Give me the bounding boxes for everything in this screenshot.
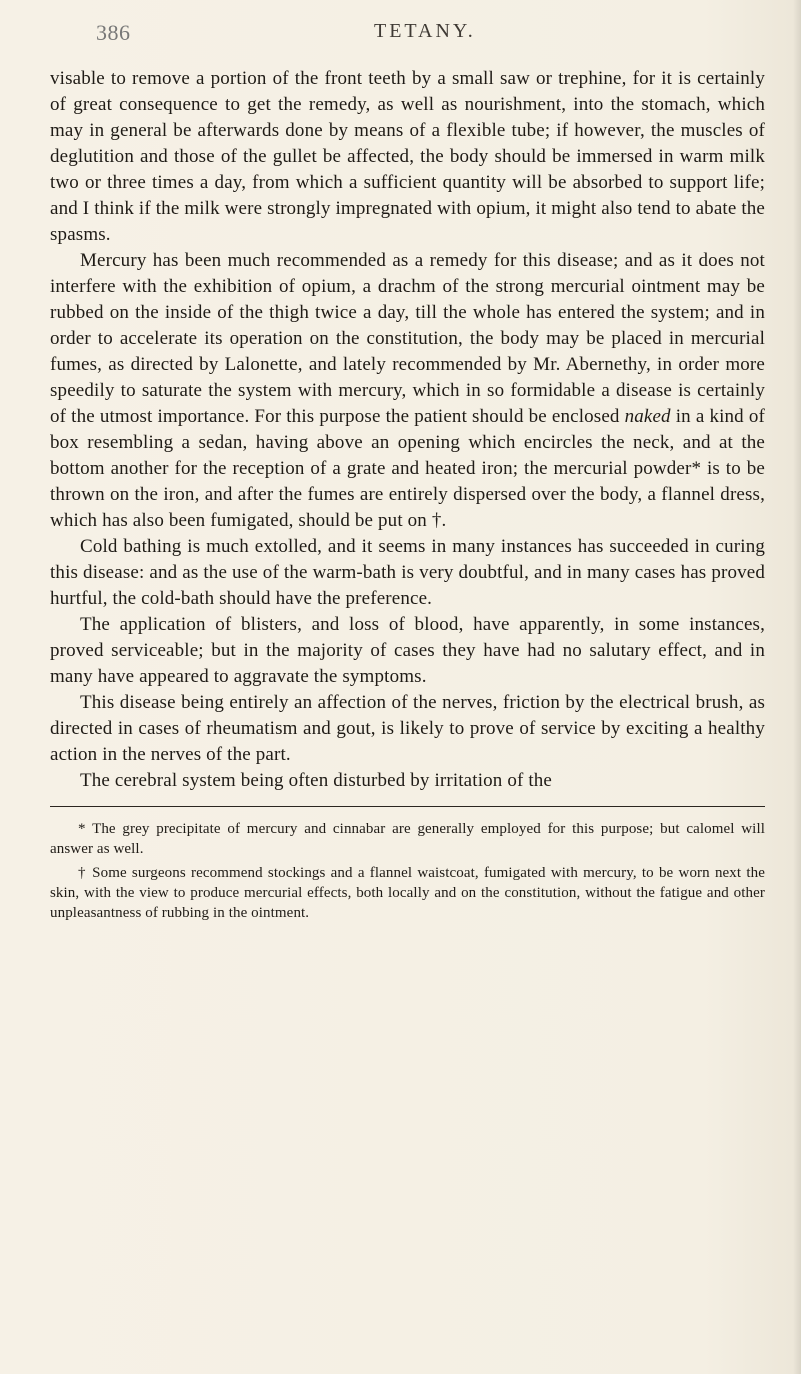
paragraph-1: visable to remove a portion of the front teeth by a small saw or trephine, for it is certainly of great consequence to get the remedy, as well as nourishment, into the stomach, which may in general be afterwards done by means of a flexible tube; if however, the muscles of deglutition and those of the gullet be affected, the body should be immersed in warm milk two or three times a day, from which a sufficient quantity will be absorbed to support life; and I think if the milk were strongly impregnated with opium, it might also tend to abate the spasms. xyxy=(50,68,765,245)
paragraph-4: The application of blisters, and loss of blood, have apparently, in some instances, proved serviceable; but in the majority of cases they have had no salutary effect, and in many have appeared to aggravate the symptoms. xyxy=(50,614,765,687)
paragraph-5: This disease being entirely an affection of the nerves, friction by the electrical brush, as directed in cases of rheumatism and gout, is likely to prove of service by exciting a healthy action in the nerves of the part. xyxy=(50,692,765,765)
page-edge-shadow xyxy=(793,0,801,1374)
footnote-divider xyxy=(50,806,765,807)
paragraph-2-part-1: Mercury has been much recommended as a remedy for this disease; and as it does not interfere with the exhibition of opium, a drachm of the strong mercurial ointment may be rubbed on the inside of the thigh twice a day, till the whole has entered the system; and in order to accelerate its operation on the constitution, the body may be placed in mercurial fumes, as directed by Lalonette, and lately recommended by Mr. Abernethy, in order more speedily to saturate the system with mercury, which in so formidable a disease is certainly of the utmost importance. For this purpose the patient should be enclosed xyxy=(50,250,765,427)
paragraph-3: Cold bathing is much extolled, and it seems in many instances has succeeded in curing this disease: and as the use of the warm-bath is very doubtful, and in many cases has proved hurtful, the cold-bath should have the preference. xyxy=(50,536,765,609)
paragraph-6: The cerebral system being often disturbed by irritation of the xyxy=(80,770,553,791)
footnote-2: † Some surgeons recommend stockings and a flannel waistcoat, fumigated with mercury, to be worn next the skin, with the view to produce mercurial effects, both locally and on the constitution, without the fatigue and other unpleasantness of rubbing in the ointment. xyxy=(50,865,765,921)
running-head: TETANY. xyxy=(374,20,476,42)
footnote-1: * The grey precipitate of mercury and cinnabar are generally employed for this purpose; but calomel will answer as well. xyxy=(50,821,765,857)
paragraph-2-italic-word: naked xyxy=(624,406,671,427)
page-number: 386 xyxy=(96,20,131,45)
main-text xyxy=(50,66,765,794)
paragraph-2-part-2: in a kind of box resembling a sedan, having above an opening which encircles the neck, and at the bottom another for the reception of a grate and heated iron; the mercurial powder* is to be thrown on the iron, and after the fumes are entirely dispersed over the body, a flannel dress, which has also been fumigated, should be put on †. xyxy=(50,406,765,531)
page-header xyxy=(50,20,765,50)
paragraph-2 xyxy=(50,248,765,534)
footnotes xyxy=(50,819,765,923)
